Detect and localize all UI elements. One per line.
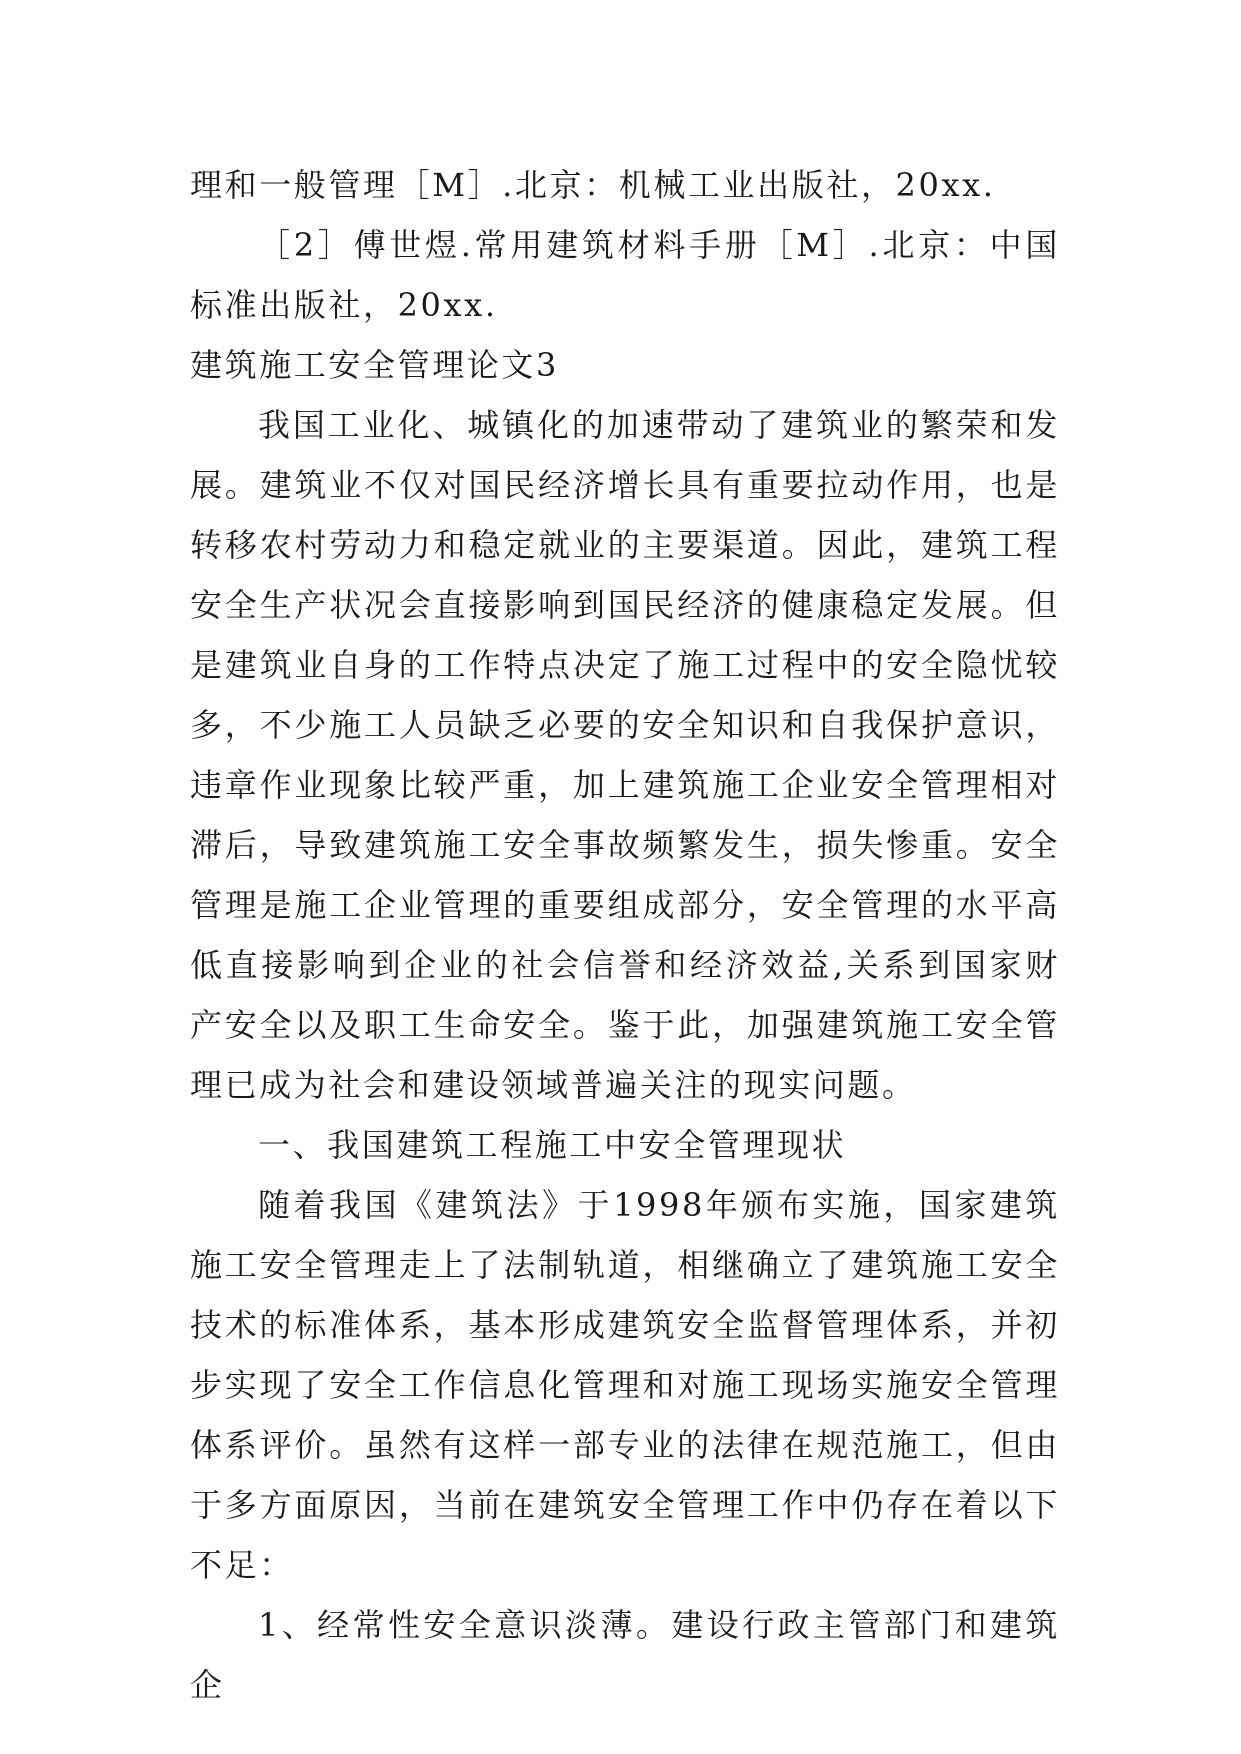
reference-2: ［2］傅世煜.常用建筑材料手册［M］.北京：中国标准出版社，20xx.	[190, 226, 1060, 324]
subheading-current-status: 一、我国建筑工程施工中安全管理现状	[258, 1126, 847, 1164]
document-body	[190, 155, 1060, 1715]
paragraph-safety-awareness: 1、经常性安全意识淡薄。建设行政主管部门和建筑企	[190, 1606, 1060, 1704]
paragraph-construction-law: 随着我国《建筑法》于1998年颁布实施，国家建筑施工安全管理走上了法制轨道，相继确立了建筑施工安全技术的标准体系，基本形成建筑安全监督管理体系，并初步实现了安全工作信息化管理和对施工现场实施安全管理体系评价。虽然有这样一部专业的法律在规范施工，但由于多方面原因，当前在建筑安全管理工作中仍存在着以下不足：	[190, 1186, 1060, 1584]
intro-paragraph: 我国工业化、城镇化的加速带动了建筑业的繁荣和发展。建筑业不仅对国民经济增长具有重要拉动作用，也是转移农村劳动力和稳定就业的主要渠道。因此，建筑工程安全生产状况会直接影响到国民经济的健康稳定发展。但是建筑业自身的工作特点决定了施工过程中的安全隐忧较多，不少施工人员缺乏必要的安全知识和自我保护意识，违章作业现象比较严重，加上建筑施工企业安全管理相对滞后，导致建筑施工安全事故频繁发生，损失惨重。安全管理是施工企业管理的重要组成部分，安全管理的水平高低直接影响到企业的社会信誉和经济效益,关系到国家财产安全以及职工生命安全。鉴于此，加强建筑施工安全管理已成为社会和建设领域普遍关注的现实问题。	[190, 406, 1060, 1104]
section-title: 建筑施工安全管理论文3	[190, 346, 559, 384]
reference-1-continued: 理和一般管理［M］.北京：机械工业出版社，20xx.	[190, 166, 996, 204]
